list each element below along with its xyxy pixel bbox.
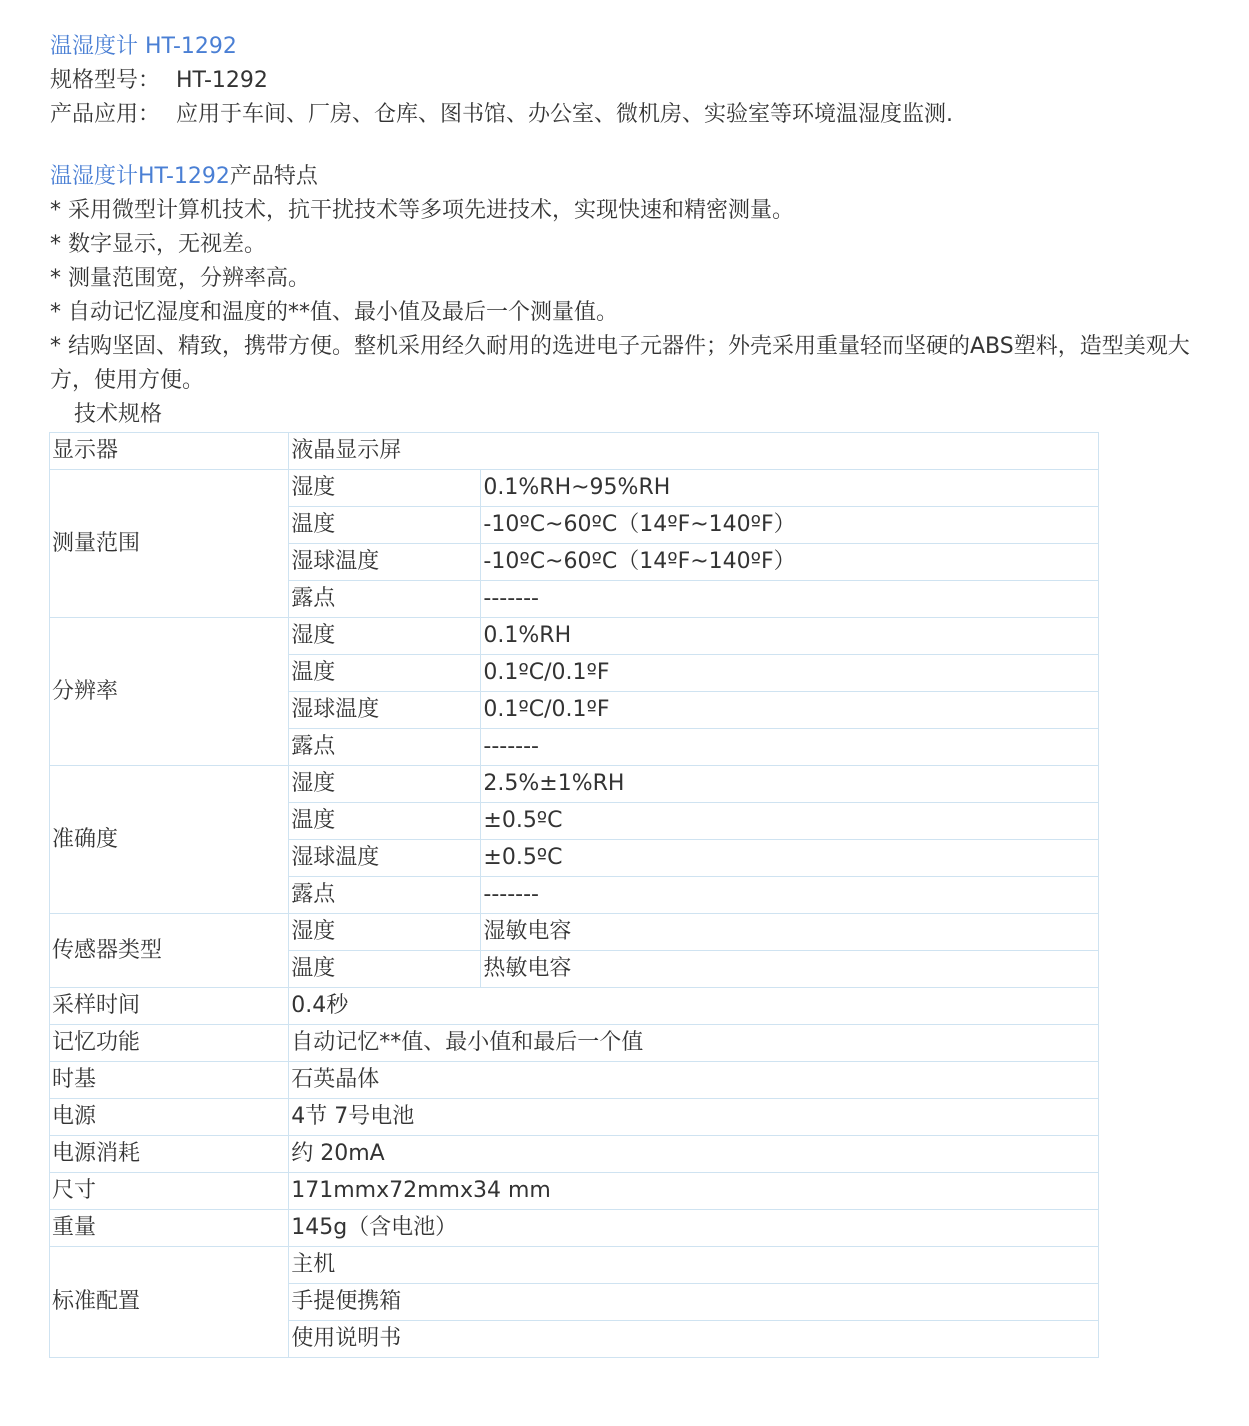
spec-value: 自动记忆**值、最小值和最后一个值	[289, 1025, 1099, 1062]
table-row	[50, 1062, 1099, 1099]
spec-subvalue: 0.1%RH~95%RH	[481, 470, 1099, 507]
spec-subkey: 温度	[289, 803, 481, 840]
spec-subkey: 湿度	[289, 618, 481, 655]
features-title	[50, 160, 1219, 194]
spec-subvalue: ±0.5ºC	[481, 840, 1099, 877]
spec-subvalue: 0.1%RH	[481, 618, 1099, 655]
spec-table	[49, 432, 1099, 1358]
spec-label: 尺寸	[50, 1173, 289, 1210]
model-value: HT-1292	[176, 68, 268, 93]
model-row	[50, 64, 1219, 98]
table-row	[50, 1247, 1099, 1284]
spec-subvalue: -------	[481, 877, 1099, 914]
spec-subvalue: 2.5%±1%RH	[481, 766, 1099, 803]
product-title[interactable]: 温湿度计 HT-1292	[50, 34, 237, 59]
spec-label: 电源消耗	[50, 1136, 289, 1173]
table-row	[50, 914, 1099, 951]
feature-item: * 采用微型计算机技术，抗干扰技术等多项先进技术，实现快速和精密测量。	[50, 198, 794, 223]
spec-subkey: 湿度	[289, 766, 481, 803]
spec-subkey: 露点	[289, 729, 481, 766]
spec-subkey: 温度	[289, 655, 481, 692]
config-item: 主机	[289, 1247, 1099, 1284]
spec-value: 4节 7号电池	[289, 1099, 1099, 1136]
spec-subkey: 湿度	[289, 914, 481, 951]
spec-label: 采样时间	[50, 988, 289, 1025]
spec-subvalue: 0.1ºC/0.1ºF	[481, 655, 1099, 692]
spec-label-sensor: 传感器类型	[50, 914, 289, 988]
spec-label-range: 测量范围	[50, 470, 289, 618]
section-gap	[50, 132, 1219, 160]
spec-label: 电源	[50, 1099, 289, 1136]
spec-label-config: 标准配置	[50, 1247, 289, 1358]
table-row	[50, 988, 1099, 1025]
spec-label-resolution: 分辨率	[50, 618, 289, 766]
spec-subvalue: 0.1ºC/0.1ºF	[481, 692, 1099, 729]
application-row	[50, 98, 1219, 132]
spec-value: 0.4秒	[289, 988, 1099, 1025]
spec-subkey: 湿球温度	[289, 544, 481, 581]
spec-value: 145g（含电池）	[289, 1210, 1099, 1247]
spec-subkey: 温度	[289, 951, 481, 988]
features-title-link[interactable]: 温湿度计HT-1292	[50, 164, 230, 189]
table-row	[50, 618, 1099, 655]
spec-subkey: 温度	[289, 507, 481, 544]
application-label: 产品应用：	[50, 102, 161, 127]
model-label: 规格型号：	[50, 68, 161, 93]
feature-item: * 数字显示，无视差。	[50, 232, 266, 257]
config-item: 使用说明书	[289, 1321, 1099, 1358]
table-row	[50, 1025, 1099, 1062]
spec-label: 记忆功能	[50, 1025, 289, 1062]
spec-value: 约 20mA	[289, 1136, 1099, 1173]
spec-subvalue: -10ºC~60ºC（14ºF~140ºF）	[481, 544, 1099, 581]
spec-subkey: 湿球温度	[289, 840, 481, 877]
spec-label-accuracy: 准确度	[50, 766, 289, 914]
spec-subvalue: 热敏电容	[481, 951, 1099, 988]
config-item: 手提便携箱	[289, 1284, 1099, 1321]
spec-subvalue: -------	[481, 581, 1099, 618]
spec-label: 重量	[50, 1210, 289, 1247]
table-row	[50, 766, 1099, 803]
application-value: 应用于车间、厂房、仓库、图书馆、办公室、微机房、实验室等环境温湿度监测.	[176, 102, 954, 127]
feature-item: * 测量范围宽，分辨率高。	[50, 266, 310, 291]
spec-value: 石英晶体	[289, 1062, 1099, 1099]
spec-subkey: 湿球温度	[289, 692, 481, 729]
features-title-text: 产品特点	[229, 164, 318, 189]
spec-label-display: 显示器	[50, 433, 289, 470]
spec-value: 171mmx72mmx34 mm	[289, 1173, 1099, 1210]
table-row	[50, 1173, 1099, 1210]
spec-subvalue: 湿敏电容	[481, 914, 1099, 951]
spec-subkey: 露点	[289, 877, 481, 914]
feature-item: * 结购坚固、精致，携带方便。整机采用经久耐用的选进电子元器件；外壳采用重量轻而坚硬的ABS塑料，造型美观大方，使用方便。	[50, 334, 1190, 393]
spec-subvalue: ±0.5ºC	[481, 803, 1099, 840]
spec-title: 技术规格	[74, 402, 163, 427]
feature-item: * 自动记忆湿度和温度的**值、最小值及最后一个测量值。	[50, 300, 618, 325]
spec-subkey: 露点	[289, 581, 481, 618]
spec-label: 时基	[50, 1062, 289, 1099]
spec-value-display: 液晶显示屏	[289, 433, 1099, 470]
table-row	[50, 433, 1099, 470]
table-row	[50, 470, 1099, 507]
table-row	[50, 1099, 1099, 1136]
table-row	[50, 1210, 1099, 1247]
spec-subvalue: -------	[481, 729, 1099, 766]
table-row	[50, 1136, 1099, 1173]
spec-subvalue: -10ºC~60ºC（14ºF~140ºF）	[481, 507, 1099, 544]
spec-subkey: 湿度	[289, 470, 481, 507]
